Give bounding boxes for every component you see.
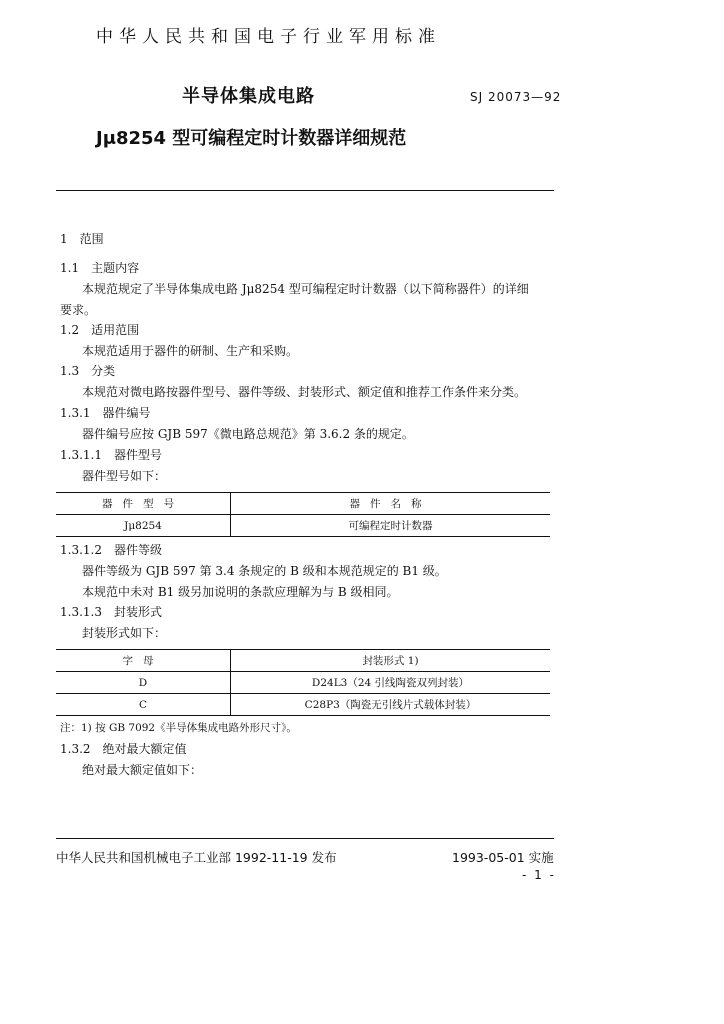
issue-info: 中华人民共和国机械电子工业部 1992-11-19 发布 [56,850,337,865]
section-1-3-1-1-heading: 1.3.1.1 器件型号 [60,448,162,462]
table-cell: D [56,672,231,694]
effective-date: 1993-05-01 实施 [452,850,554,865]
section-1-heading: 1 范围 [60,232,104,246]
standard-category-heading: 中华人民共和国电子行业军用标准 [96,27,441,47]
header-rule [56,190,554,191]
table-header-cell: 封装形式 1) [231,650,551,672]
section-1-1-heading: 1.1 主题内容 [60,261,140,275]
footer-rule [56,838,554,839]
document-subtitle: Jμ8254 型可编程定时计数器详细规范 [96,128,407,149]
section-1-1-paragraph-line2: 要求。 [60,303,97,317]
section-1-2-heading: 1.2 适用范围 [60,323,140,337]
table-header-cell: 器件型号 [56,493,231,515]
section-1-3-2-heading: 1.3.2 绝对最大额定值 [60,742,187,756]
table-header-cell: 字母 [56,650,231,672]
table-footnote: 注：1) 按 GB 7092《半导体集成电路外形尺寸》。 [60,722,297,734]
section-1-3-paragraph: 本规范对微电路按器件型号、器件等级、封装形式、额定值和推荐工作条件来分类。 [82,385,527,399]
section-1-3-1-1-paragraph: 器件型号如下： [82,469,167,483]
table-cell: C28P3（陶瓷无引线片式载体封装） [231,694,551,716]
section-1-3-1-2-heading: 1.3.1.2 器件等级 [60,543,162,557]
device-type-table [56,492,550,537]
table-cell: C [56,694,231,716]
section-1-3-heading: 1.3 分类 [60,364,116,378]
section-1-3-1-heading: 1.3.1 器件编号 [60,406,151,420]
table-header-cell: 器件名称 [231,493,551,515]
section-1-2-paragraph: 本规范适用于器件的研制、生产和采购。 [82,344,299,358]
section-1-3-1-3-heading: 1.3.1.3 封装形式 [60,605,162,619]
section-1-3-1-2-paragraph-line1: 器件等级为 GJB 597 第 3.4 条规定的 B 级和本规范规定的 B1 级。 [82,564,447,578]
table-cell: Jμ8254 [56,515,231,537]
section-1-3-1-paragraph: 器件编号应按 GJB 597《微电路总规范》第 3.6.2 条的规定。 [82,427,414,441]
section-1-3-1-3-paragraph: 封装形式如下： [82,626,167,640]
page-number: - 1 - [522,868,556,882]
section-1-3-2-paragraph: 绝对最大额定值如下： [82,763,203,777]
table-cell: D24L3（24 引线陶瓷双列封装） [231,672,551,694]
section-1-1-paragraph-line1: 本规范规定了半导体集成电路 Jμ8254 型可编程定时计数器（以下简称器件）的详细 [82,282,529,296]
package-table [56,649,550,716]
table-cell: 可编程定时计数器 [231,515,551,537]
section-1-3-1-2-paragraph-line2: 本规范中未对 B1 级另加说明的条款应理解为与 B 级相同。 [82,585,399,599]
document-title: 半导体集成电路 [182,86,315,107]
standard-code: SJ 20073—92 [470,90,562,104]
